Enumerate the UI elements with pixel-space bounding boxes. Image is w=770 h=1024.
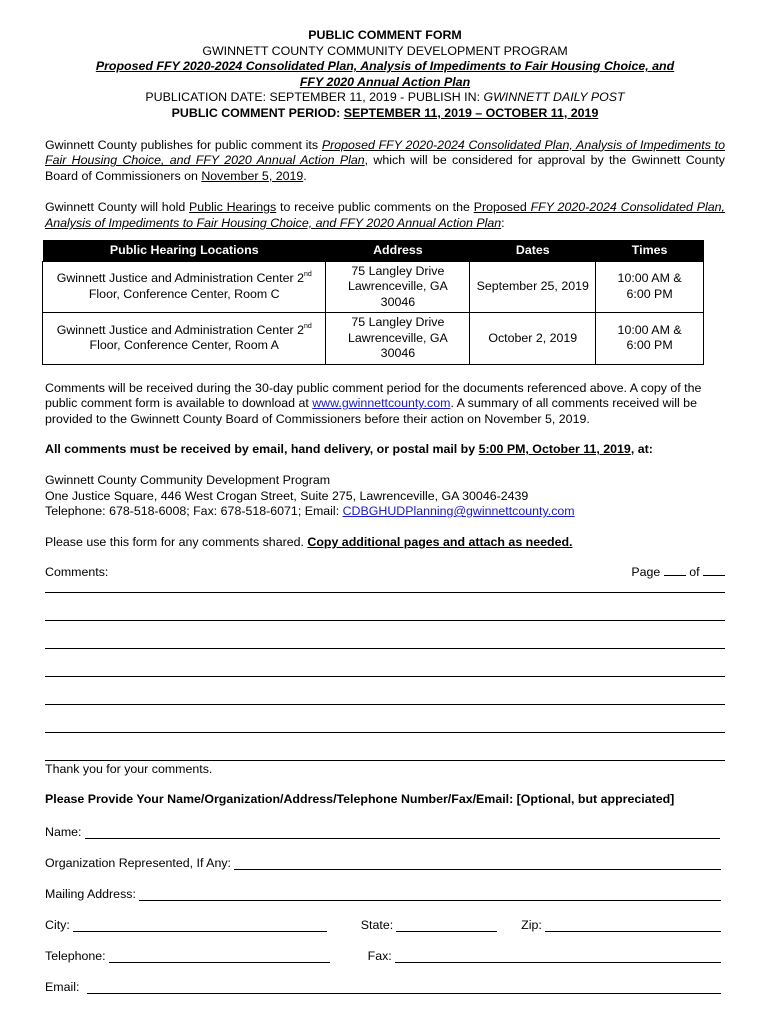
hearings-text-mid: to receive public comments on the xyxy=(276,200,474,215)
of-label: of xyxy=(689,565,700,580)
plan-title-line1: Proposed FFY 2020-2024 Consolidated Plan, Analysis of Impediments to Fair Housing Choice, and xyxy=(95,59,675,74)
comments-area[interactable] xyxy=(45,592,725,761)
hearing-date: October 2, 2019 xyxy=(470,313,596,365)
comments-info-text-end: . A summary of all comments received will be provided to the Gwinnett County Board of Commissioners before their action on November 5, 2019. xyxy=(45,396,697,426)
comments-info-paragraph xyxy=(45,381,725,428)
contact-block xyxy=(45,473,725,520)
comment-line[interactable] xyxy=(45,648,725,649)
intro-text-end: . xyxy=(303,168,307,183)
name-row xyxy=(45,808,720,839)
table-header: Dates xyxy=(470,240,596,262)
hearings-text-end: : xyxy=(501,215,505,230)
deadline-line xyxy=(45,442,725,458)
email-row xyxy=(45,963,721,994)
location-line: Floor, Conference Center, Room C xyxy=(88,286,280,301)
contact-phone-fax: Telephone: 678-518-6008; Fax: 678-518-6071; Email: xyxy=(45,504,343,519)
page-total-field[interactable] xyxy=(703,565,725,576)
contact-phone-line xyxy=(45,504,725,520)
ordinal-suffix: nd xyxy=(303,271,312,279)
thanks-text: Thank you for your comments. xyxy=(45,761,213,776)
table-header-row xyxy=(43,240,704,262)
hearing-location xyxy=(43,261,326,313)
page-counter xyxy=(631,565,725,581)
hearing-address xyxy=(326,313,470,365)
deadline-text: All comments must be received by email, hand delivery, or postal mail by xyxy=(45,442,479,457)
comment-line[interactable] xyxy=(45,704,725,705)
organization-label: Organization Represented, If Any: xyxy=(45,856,231,871)
comment-period-line xyxy=(45,106,725,122)
hearing-times xyxy=(596,261,704,313)
city-label: City: xyxy=(45,918,70,933)
address-line: Lawrenceville, GA 30046 xyxy=(347,330,448,361)
comment-line[interactable] xyxy=(45,760,725,761)
page-label: Page xyxy=(631,565,661,580)
location-line: Floor, Conference Center, Room A xyxy=(89,338,279,353)
location-line: Gwinnett Justice and Administration Center 2 xyxy=(56,271,304,286)
state-label: State: xyxy=(360,918,394,933)
county-website-link[interactable]: www.gwinnettcounty.com xyxy=(312,396,451,411)
zip-field[interactable] xyxy=(545,919,721,932)
email-label: Email: xyxy=(45,980,80,995)
table-header: Address xyxy=(326,240,470,262)
table-header: Times xyxy=(596,240,704,262)
city-field[interactable] xyxy=(73,919,327,932)
location-line: Gwinnett Justice and Administration Center 2 xyxy=(56,322,304,337)
comment-line[interactable] xyxy=(45,620,725,621)
table-row xyxy=(43,261,704,313)
address-line: 75 Langley Drive xyxy=(351,315,445,330)
plan-title-line2: FFY 2020 Annual Action Plan xyxy=(299,74,471,89)
hearing-address xyxy=(326,261,470,313)
comment-line[interactable] xyxy=(45,592,725,593)
comments-info-text: Comments will be received during the 30-day public comment period for the documents referenced above. A copy of the public comment form is available to download at xyxy=(45,380,702,411)
comment-line[interactable] xyxy=(45,676,725,677)
comment-line[interactable] xyxy=(45,732,725,733)
comments-heading-row xyxy=(45,565,725,581)
zip-label: Zip: xyxy=(521,918,542,933)
hearings-plan-prefix: Proposed xyxy=(473,200,531,215)
copy-pages-note: Copy additional pages and attach as needed. xyxy=(307,534,573,549)
mailing-address-field[interactable] xyxy=(139,888,721,901)
intro-approval-date: November 5, 2019 xyxy=(201,168,304,183)
form-title: PUBLIC COMMENT FORM xyxy=(308,28,462,42)
public-comment-form xyxy=(45,28,725,994)
email-field[interactable] xyxy=(87,981,721,994)
comments-label: Comments: xyxy=(45,565,109,580)
page-number-field[interactable] xyxy=(664,565,686,576)
address-line: 75 Langley Drive xyxy=(351,263,445,278)
mailing-address-label: Mailing Address: xyxy=(45,887,136,902)
state-field[interactable] xyxy=(396,919,497,932)
intro-text: Gwinnett County publishes for public comment its xyxy=(45,137,322,152)
organization-field[interactable] xyxy=(234,857,721,870)
hearings-text: Gwinnett County will hold xyxy=(45,200,190,215)
publication-date: PUBLICATION DATE: SEPTEMBER 11, 2019 - PUBLISH IN: xyxy=(145,90,484,105)
intro-paragraph xyxy=(45,138,725,185)
table-header: Public Hearing Locations xyxy=(43,240,326,262)
hearing-times xyxy=(596,313,704,365)
contact-address: One Justice Square, 446 West Crogan Street, Suite 275, Lawrenceville, GA 30046-2439 xyxy=(45,488,529,503)
intro-plan-name: Proposed FFY 2020-2024 Consolidated Plan, Analysis of Impediments to Fair Housing Choice, and FFY 2020 Annual Action Plan xyxy=(45,137,725,168)
deadline-date: 5:00 PM, October 11, 2019 xyxy=(478,442,631,457)
use-form-note xyxy=(45,535,725,551)
provide-info-heading: Please Provide Your Name/Organization/Address/Telephone Number/Fax/Email: [Optional, but appreciated] xyxy=(45,792,675,807)
hearings-table xyxy=(42,240,704,365)
hearing-location xyxy=(43,313,326,365)
contact-org: Gwinnett County Community Development Program xyxy=(45,472,331,487)
contact-email-link[interactable]: CDBGHUDPlanning@gwinnettcounty.com xyxy=(342,504,575,519)
comment-period-label: PUBLIC COMMENT PERIOD: xyxy=(171,105,344,120)
hearings-paragraph xyxy=(45,200,725,231)
hearing-date: September 25, 2019 xyxy=(470,261,596,313)
table-row xyxy=(43,313,704,365)
hearings-plan-name: FFY 2020-2024 Consolidated Plan, Analysis of Impediments to Fair Housing Choice, and FFY 2020 Annual Action Plan xyxy=(45,200,726,230)
intro-text-mid: , which will be considered for approval by the Gwinnett County Board of Commissioners on xyxy=(45,153,725,183)
time-line: 6:00 PM xyxy=(626,286,673,301)
time-line: 10:00 AM & xyxy=(617,322,682,337)
telephone-label: Telephone: xyxy=(45,949,106,964)
publication-line xyxy=(45,90,725,106)
phone-fax-row xyxy=(45,932,721,963)
fax-field[interactable] xyxy=(395,950,721,963)
comment-period-value: SEPTEMBER 11, 2019 – OCTOBER 11, 2019 xyxy=(343,105,599,120)
name-field[interactable] xyxy=(85,826,721,839)
organization-row xyxy=(45,839,721,870)
deadline-text-end: , at: xyxy=(630,442,653,457)
telephone-field[interactable] xyxy=(109,950,330,963)
hearings-term: Public Hearings xyxy=(189,200,277,215)
form-header xyxy=(45,28,725,122)
program-name: GWINNETT COUNTY COMMUNITY DEVELOPMENT PROGRAM xyxy=(202,43,568,58)
time-line: 10:00 AM & xyxy=(617,271,682,286)
mailing-address-row xyxy=(45,870,721,901)
name-label: Name: xyxy=(45,825,82,840)
fax-label: Fax: xyxy=(367,949,392,964)
use-form-text: Please use this form for any comments shared. xyxy=(45,534,308,549)
ordinal-suffix: nd xyxy=(303,322,312,330)
city-state-zip-row xyxy=(45,901,721,932)
address-line: Lawrenceville, GA 30046 xyxy=(347,279,448,309)
time-line: 6:00 PM xyxy=(626,338,673,353)
publication-paper: GWINNETT DAILY POST xyxy=(483,90,625,105)
